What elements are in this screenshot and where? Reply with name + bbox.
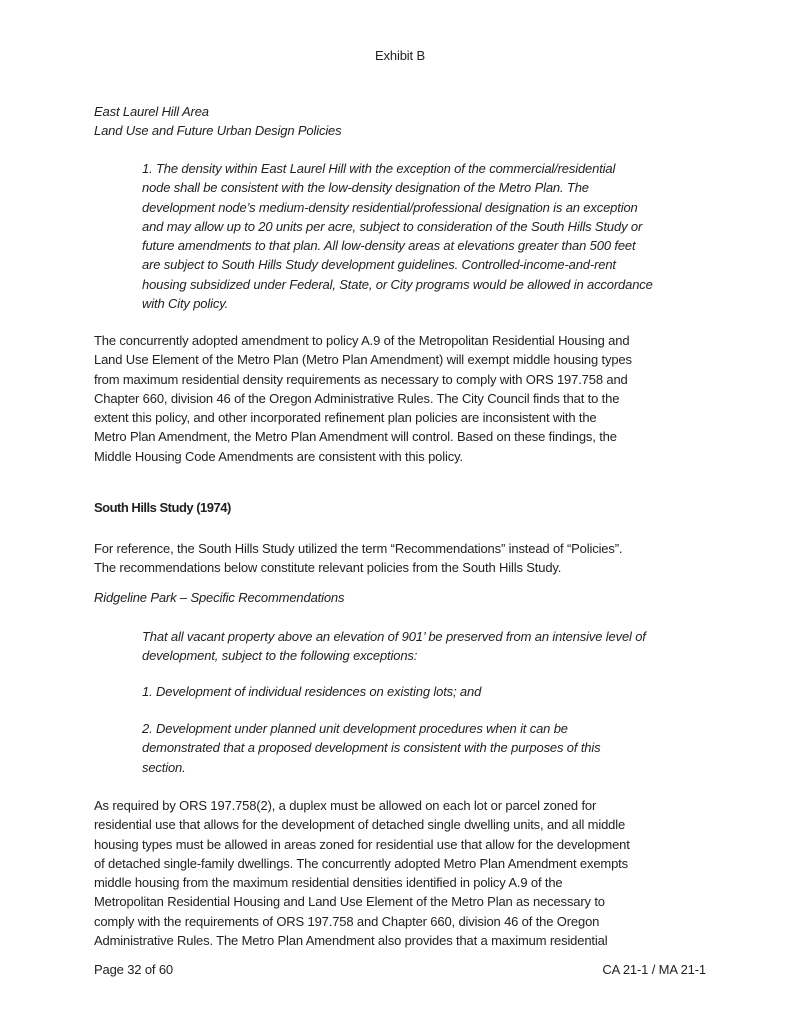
text-line: from maximum residential density requirements as necessary to comply with ORS 197.758 and bbox=[94, 371, 628, 387]
text-line: housing subsidized under Federal, State, or City programs would be allowed in accordance bbox=[142, 276, 653, 292]
finding-paragraph-1 bbox=[94, 331, 632, 466]
text-line: housing types must be allowed in areas zoned for residential use that allow for the development bbox=[94, 836, 630, 852]
text-line: node shall be consistent with the low-density designation of the Metro Plan. The bbox=[142, 180, 589, 196]
text-line: future amendments to that plan. All low-density areas at elevations greater than 500 feet bbox=[142, 238, 636, 254]
text-line: residential use that allows for the development of detached single dwelling units, and all middle bbox=[94, 817, 626, 833]
page-header: Exhibit B bbox=[375, 48, 425, 63]
exception-1 bbox=[142, 682, 481, 701]
text-line: That all vacant property above an elevation of 901’ be preserved from an intensive level of bbox=[142, 629, 646, 644]
text-line: development node’s medium-density residential/professional designation is an exception bbox=[142, 199, 638, 215]
text-line: 1. The density within East Laurel Hill with the exception of the commercial/residential bbox=[142, 161, 616, 176]
section-heading bbox=[94, 498, 231, 517]
text-line: and may allow up to 20 units per acre, subject to consideration of the South Hills Study or bbox=[142, 218, 643, 234]
text-line: East Laurel Hill Area bbox=[94, 104, 209, 119]
policy-1-quote bbox=[142, 159, 653, 313]
text-line: Chapter 660, division 46 of the Oregon Administrative Rules. The City Council finds that to the bbox=[94, 390, 620, 406]
text-line: comply with the requirements of ORS 197.758 and Chapter 660, division 46 of the Oregon bbox=[94, 913, 600, 929]
text-line: Metropolitan Residential Housing and Land Use Element of the Metro Plan as necessary to bbox=[94, 894, 605, 910]
text-line: development, subject to the following exceptions: bbox=[142, 648, 418, 664]
reference-paragraph bbox=[94, 539, 622, 578]
text-line: For reference, the South Hills Study utilized the term “Recommendations” instead of “Policies”. bbox=[94, 541, 623, 556]
text-line: Administrative Rules. The Metro Plan Amendment also provides that a maximum residential bbox=[94, 933, 608, 949]
text-line: Metro Plan Amendment, the Metro Plan Amendment will control. Based on these findings, the bbox=[94, 429, 617, 445]
text-line: demonstrated that a proposed development is consistent with the purposes of this bbox=[142, 740, 601, 756]
finding-paragraph-2 bbox=[94, 796, 630, 950]
case-number: CA 21-1 / MA 21-1 bbox=[602, 962, 706, 977]
text-line: 1. Development of individual residences on existing lots; and bbox=[142, 684, 482, 699]
page-number: Page 32 of 60 bbox=[94, 962, 174, 977]
text-line: Land Use and Future Urban Design Policies bbox=[94, 123, 342, 139]
text-line: section. bbox=[142, 759, 186, 775]
text-line: Land Use Element of the Metro Plan (Metro Plan Amendment) will exempt middle housing types bbox=[94, 352, 632, 368]
text-line: Ridgeline Park – Specific Recommendations bbox=[94, 590, 345, 605]
text-line: As required by ORS 197.758(2), a duplex must be allowed on each lot or parcel zoned for bbox=[94, 798, 597, 813]
text-line: middle housing from the maximum residential densities identified in policy A.9 of the bbox=[94, 875, 563, 891]
text-line: The recommendations below constitute relevant policies from the South Hills Study. bbox=[94, 560, 562, 576]
section-title bbox=[94, 102, 342, 141]
text-line: of detached single-family dwellings. The concurrently adopted Metro Plan Amendment exempts bbox=[94, 855, 628, 871]
text-line: extent this policy, and other incorporated refinement plan policies are inconsistent with the bbox=[94, 410, 597, 426]
recommendation-quote bbox=[142, 627, 646, 666]
text-line: South Hills Study (1974) bbox=[94, 500, 231, 515]
text-line: The concurrently adopted amendment to policy A.9 of the Metropolitan Residential Housing and bbox=[94, 333, 630, 348]
text-line: Middle Housing Code Amendments are consistent with this policy. bbox=[94, 448, 463, 464]
subsection-title bbox=[94, 588, 344, 607]
text-line: 2. Development under planned unit development procedures when it can be bbox=[142, 721, 568, 736]
text-line: with City policy. bbox=[142, 296, 229, 312]
text-line: are subject to South Hills Study development guidelines. Controlled-income-and-rent bbox=[142, 257, 616, 273]
exception-2 bbox=[142, 719, 600, 777]
